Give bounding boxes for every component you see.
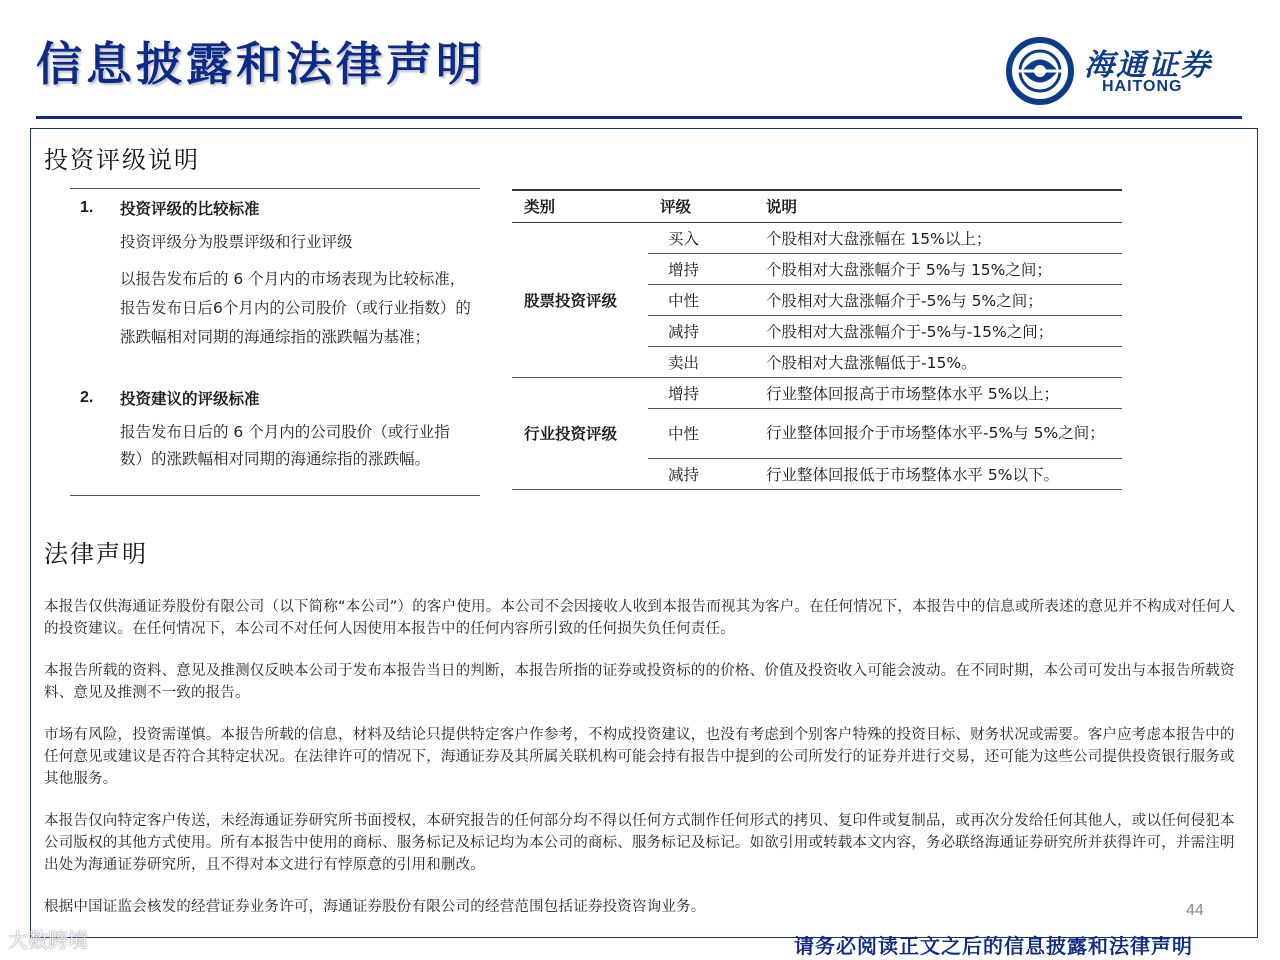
criterion-2-text: 报告发布日后的 6 个月内的公司股价（或行业指数）的涨跌幅相对同期的海通综指的涨跌幅。 [120,423,450,468]
description-cell: 个股相对大盘涨幅介于-5%与-15%之间； [754,315,1122,346]
rating-heading: 投资评级说明 [44,146,200,174]
logo-english-name: HAITONG [1102,78,1183,95]
industry-category-cell: 行业投资评级 [512,377,648,489]
table-row [512,377,1122,408]
rating-cell: 增持 [648,377,754,408]
rating-cell: 中性 [648,284,754,315]
header-rating: 评级 [648,190,754,222]
description-cell: 行业整体回报高于市场整体水平 5%以上； [754,377,1122,408]
legal-paragraph-3: 市场有风险，投资需谨慎。本报告所载的信息，材料及结论只提供特定客户作参考，不构成投资建议，也没有考虑到个别客户特殊的投资目标、财务状况或需要。客户应考虑本报告中的任何意见或建议是否符合其特定状况。在法律许可的情况下，海通证券及其所属关联机构可能会持有报告中提到的公司所发行的证券并进行交易，还可能为这些公司提供投资银行服务或其他服务。 [44,727,1235,787]
criteria-box [70,188,480,496]
criterion-1-title: 投资评级的比较标准 [120,200,260,218]
footer-notice: 请务必阅读正文之后的信息披露和法律声明 [794,934,1193,958]
stock-category-cell: 股票投资评级 [512,222,648,377]
rating-cell: 买入 [648,222,754,253]
header-rule [36,116,1242,119]
description-cell: 个股相对大盘涨幅低于-15%。 [754,346,1122,377]
legal-heading: 法律声明 [44,540,148,568]
table-header-row [512,190,1122,222]
criterion-1-text-1: 投资评级分为股票评级和行业评级 [120,233,353,251]
haitong-emblem-icon [1000,36,1080,106]
rating-cell: 减持 [648,315,754,346]
rating-table [512,189,1122,490]
legal-paragraph-1: 本报告仅供海通证券股份有限公司（以下简称“本公司”）的客户使用。本公司不会因接收人收到本报告而视其为客户。在任何情况下，本报告中的信息或所表述的意见并不构成对任何人的投资建议。在任何情况下，本公司不对任何人因使用本报告中的任何内容所引致的任何损失负任何责任。 [44,599,1236,637]
haitong-logo [1000,36,1240,106]
description-cell: 个股相对大盘涨幅介于 5%与 15%之间； [754,253,1122,284]
table-row [512,222,1122,253]
rating-cell: 增持 [648,253,754,284]
criterion-2-number: 2. [80,389,94,406]
description-cell: 行业整体回报低于市场整体水平 5%以下。 [754,458,1122,489]
logo-chinese-name: 海通证券 [1084,48,1212,83]
criterion-1-text-2: 以报告发布后的 6 个月内的市场表现为比较标准，报告发布日后6个月内的公司股价（或行业指数）的涨跌幅相对同期的海通综指的涨跌幅为基准； [120,270,471,346]
page-number: 44 [1186,902,1204,919]
legal-paragraph-5: 根据中国证监会核发的经营证券业务许可，海通证券股份有限公司的经营范围包括证券投资咨询业务。 [44,899,706,915]
description-cell: 行业整体回报介于市场整体水平-5%与 5%之间； [754,408,1122,458]
criterion-2-title: 投资建议的评级标准 [120,390,260,408]
description-cell: 个股相对大盘涨幅在 15%以上； [754,222,1122,253]
rating-cell: 中性 [648,408,754,458]
description-cell: 个股相对大盘涨幅介于-5%与 5%之间； [754,284,1122,315]
rating-cell: 卖出 [648,346,754,377]
legal-paragraph-2: 本报告所载的资料、意见及推测仅反映本公司于发布本报告当日的判断，本报告所指的证券或投资标的的价格、价值及投资收入可能会波动。在不同时期，本公司可发出与本报告所载资料、意见及推测不一致的报告。 [44,663,1235,701]
header-description: 说明 [754,190,1122,222]
page-title: 信息披露和法律声明 [36,37,486,91]
legal-paragraph-4: 本报告仅向特定客户传送，未经海通证券研究所书面授权，本研究报告的任何部分均不得以任何方式制作任何形式的拷贝、复印件或复制品，或再次分发给任何其他人，或以任何侵犯本公司版权的其他方式使用。所有本报告中使用的商标、服务标记及标记均为本公司的商标、服务标记及标记。如欲引用或转载本文内容，务必联络海通证券研究所并获得许可，并需注明出处为海通证券研究所，且不得对本文进行有悖原意的引用和删改。 [44,813,1235,873]
rating-cell: 减持 [648,458,754,489]
header-category: 类别 [512,190,648,222]
watermark-text: 大数跨境 [8,928,88,952]
criterion-1-number: 1. [80,199,94,216]
